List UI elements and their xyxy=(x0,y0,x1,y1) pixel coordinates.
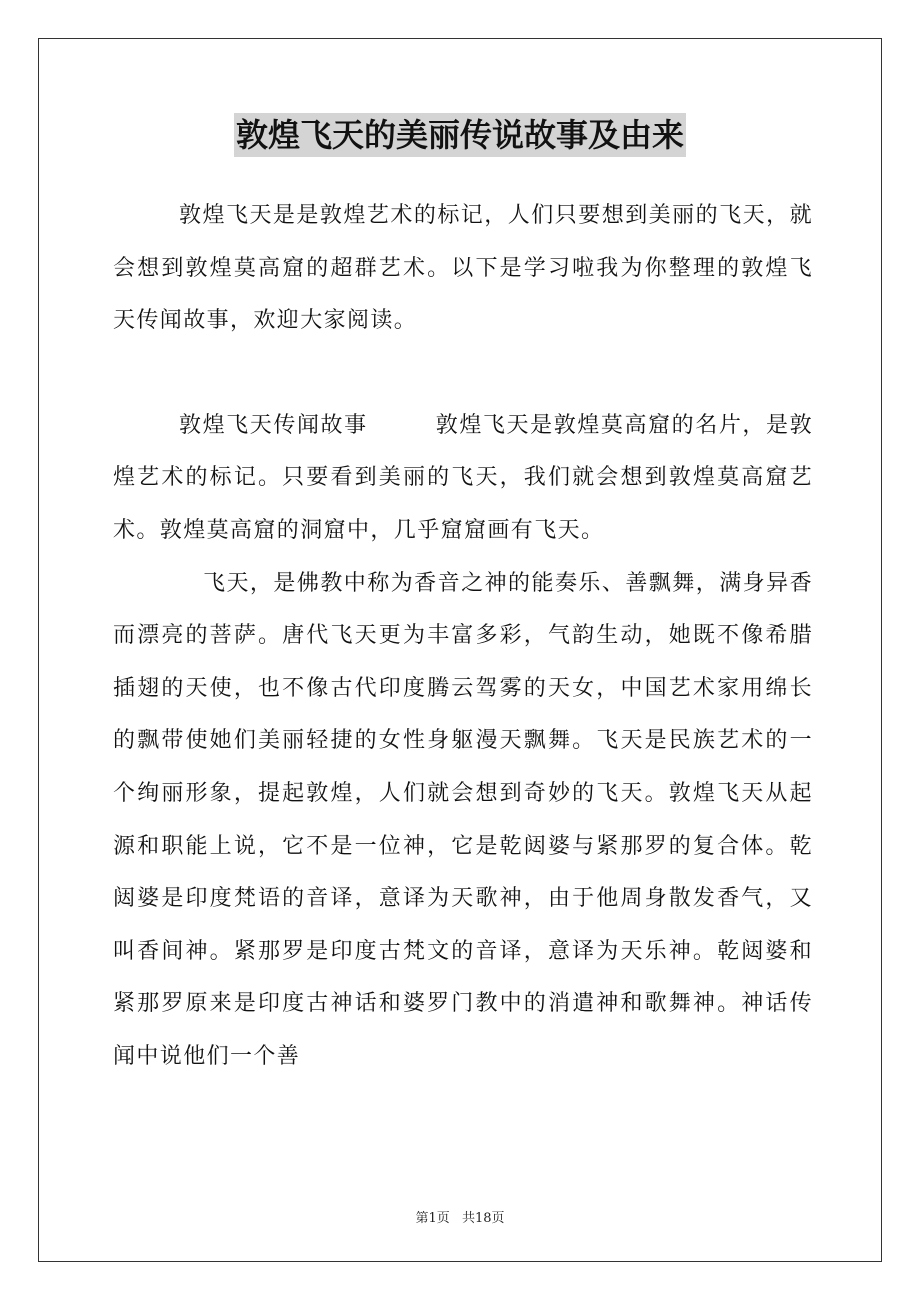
intro-paragraph: 敦煌飞天是是敦煌艺术的标记，人们只要想到美丽的飞天，就会想到敦煌莫高窟的超群艺术。以下是学习啦我为你整理的敦煌飞天传闻故事，欢迎大家阅读。 xyxy=(113,203,813,334)
document-body xyxy=(113,190,813,1084)
section-lead-text: 敦煌飞天是敦煌莫高窟的名片，是敦煌艺术的标记。只要看到美丽的飞天，我们就会想到敦煌莫高窟艺术。敦煌莫高窟的洞窟中，几乎窟窟画有飞天。 xyxy=(113,412,813,543)
page-footer xyxy=(0,1207,920,1226)
body-paragraph: 飞天，是佛教中称为香音之神的能奏乐、善飘舞，满身异香而漂亮的菩萨。唐代飞天更为丰富多彩，气韵生动，她既不像希腊插翅的天使，也不像古代印度腾云驾雾的天女，中国艺术家用绵长的飘带使她们美丽轻捷的女性身躯漫天飘舞。飞天是民族艺术的一个绚丽形象，提起敦煌，人们就会想到奇妙的飞天。敦煌飞天从起源和职能上说，它不是一位神，它是乾闼婆与紧那罗的复合体。乾闼婆是印度梵语的音译，意译为天歌神，由于他周身散发香气，又叫香间神。紧那罗是印度古梵文的音译，意译为天乐神。乾闼婆和紧那罗原来是印度古神话和婆罗门教中的消遣神和歌舞神。神话传闻中说他们一个善 xyxy=(113,570,813,1069)
title-container xyxy=(0,113,920,157)
document-title: 敦煌飞天的美丽传说故事及由来 xyxy=(234,113,686,157)
section-heading: 敦煌飞天传闻故事 xyxy=(179,412,368,438)
page-total: 共18页 xyxy=(461,1211,505,1226)
section-paragraph xyxy=(113,400,813,558)
page-number: 第1页 xyxy=(415,1211,450,1226)
paragraph-gap xyxy=(113,348,813,400)
